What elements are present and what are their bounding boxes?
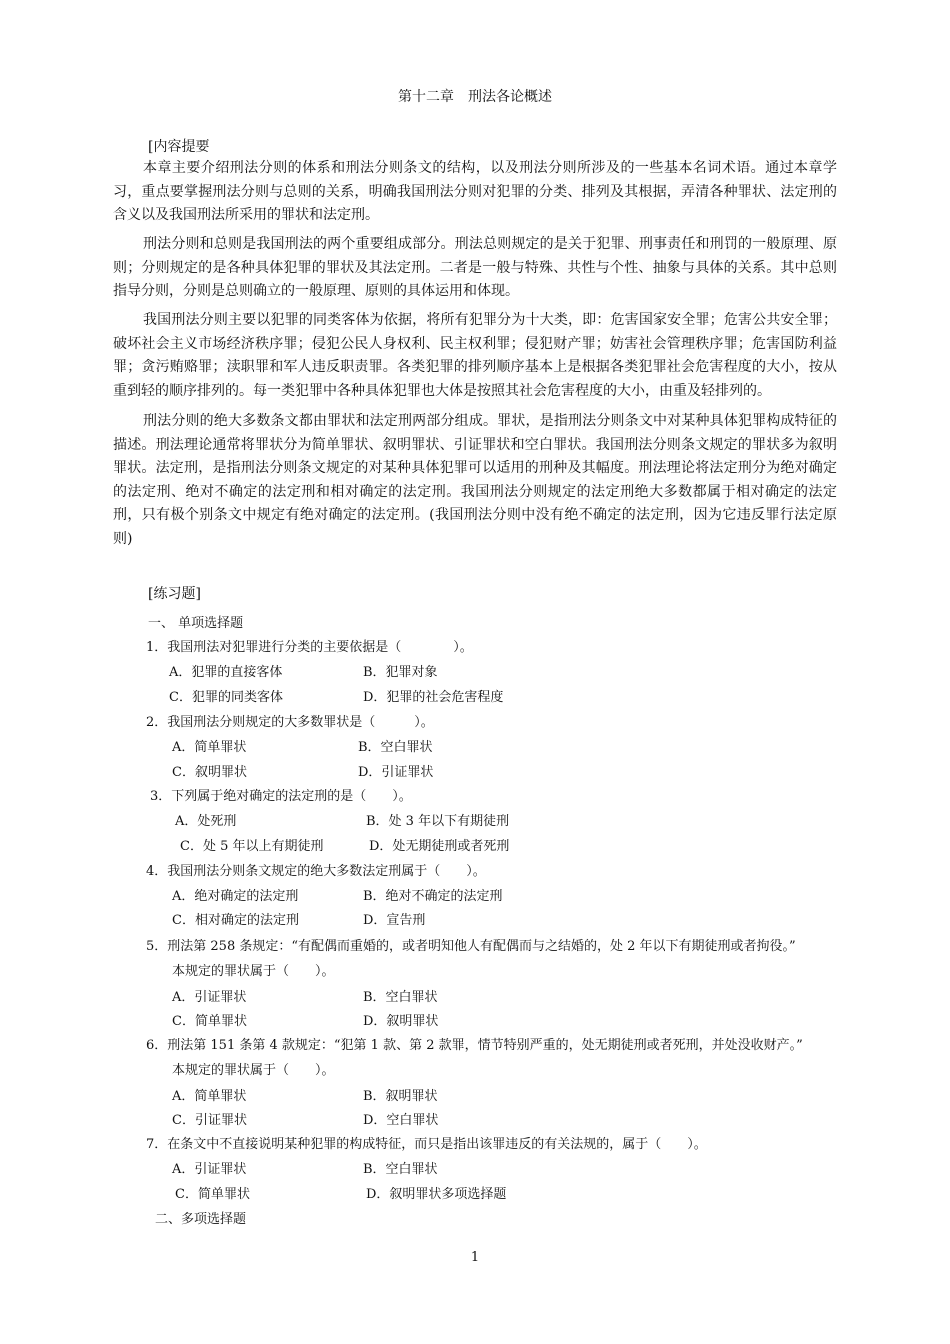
question-4: 4．我国刑法分则条文规定的绝大多数法定刑属于（ ）。 [146, 864, 486, 879]
q5-option-a: A．引证罪状 [172, 990, 247, 1005]
q2-option-c: C．叙明罪状 [172, 765, 247, 780]
q7-option-d: D．叙明罪状多项选择题 [366, 1187, 507, 1202]
q4-option-a: A．绝对确定的法定刑 [172, 889, 299, 904]
q5-option-d: D．叙明罪状 [363, 1014, 439, 1029]
q6-option-b: B．叙明罪状 [363, 1089, 438, 1104]
question-6: 6．刑法第 151 条第 4 款规定：“犯第 1 款、第 2 款罪，情节特别严重的，处无期徒刑或者死刑，并处没收财产。” [146, 1038, 803, 1053]
q5-option-c: C．简单罪状 [172, 1014, 247, 1029]
q2-option-a: A．简单罪状 [172, 740, 247, 755]
summary-paragraph-4: 刑法分则的绝大多数条文都由罪状和法定刑两部分组成。罪状，是指刑法分则条文中对某种具体犯罪构成特征的描述。刑法理论通常将罪状分为简单罪状、叙明罪状、引证罪状和空白罪状。我国刑法分则条文规定的罪状多为叙明罪状。法定刑，是指刑法分则条文规定的对某种具体犯罪可以适用的刑种及其幅度。刑法理论将法定刑分为绝对确定的法定刑、绝对不确定的法定刑和相对确定的法定刑。我国刑法分则规定的法定刑绝大多数都属于相对确定的法定刑，只有极个别条文中规定有绝对确定的法定刑。(我国刑法分则中没有绝不确定的法定刑，因为它违反罪行法定原则) [113, 413, 837, 547]
q3-option-d: D．处无期徒刑或者死刑 [369, 839, 510, 854]
question-3: 3．下列属于绝对确定的法定刑的是（ ）。 [150, 789, 412, 804]
q1-option-a: A．犯罪的直接客体 [169, 665, 283, 680]
q7-option-c: C．简单罪状 [175, 1187, 250, 1202]
question-5: 5．刑法第 258 条规定：“有配偶而重婚的，或者明知他人有配偶而与之结婚的，处 2 年以下有期徒刑或者拘役。” [146, 939, 796, 954]
q3-option-a: A．处死刑 [175, 814, 237, 829]
q6-option-c: C．引证罪状 [172, 1113, 247, 1128]
q7-option-a: A．引证罪状 [172, 1162, 247, 1177]
question-2: 2．我国刑法分则规定的大多数罪状是（ ）。 [146, 715, 434, 730]
summary-paragraph-3: 我国刑法分则主要以犯罪的同类客体为依据，将所有犯罪分为十大类，即：危害国家安全罪；危害公共安全罪；破坏社会主义市场经济秩序罪；侵犯公民人身权利、民主权利罪；侵犯财产罪；妨害社会管理秩序罪；危害国防利益罪；贪污贿赂罪；渎职罪和军人违反职责罪。各类犯罪的排列顺序基本上是根据各类犯罪社会危害程度的大小，按从重到轻的顺序排列的。每一类犯罪中各种具体犯罪也大体是按照其社会危害程度的大小，由重及轻排列的。 [113, 312, 837, 399]
q4-option-c: C．相对确定的法定刑 [172, 913, 299, 928]
q2-option-d: D．引证罪状 [358, 765, 434, 780]
q5-option-b: B．空白罪状 [363, 990, 438, 1005]
summary-paragraph-1: 本章主要介绍刑法分则的体系和刑法分则条文的结构，以及刑法分则所涉及的一些基本名词术语。通过本章学习，重点要掌握刑法分则与总则的关系，明确我国刑法分则对犯罪的分类、排列及其根据，弄清各种罪状、法定刑的含义以及我国刑法所采用的罪状和法定刑。 [113, 160, 837, 223]
summary-paragraph-2: 刑法分则和总则是我国刑法的两个重要组成部分。刑法总则规定的是关于犯罪、刑事责任和刑罚的一般原理、原则；分则规定的是各种具体犯罪的罪状及其法定刑。二者是一般与特殊、共性与个性、抽象与具体的关系。其中总则指导分则，分则是总则确立的一般原理、原则的具体运用和体现。 [113, 236, 837, 299]
q1-option-c: C．犯罪的同类客体 [169, 690, 283, 705]
q1-option-b: B．犯罪对象 [363, 665, 438, 680]
page-number: 1 [470, 1250, 480, 1265]
question-7: 7．在条文中不直接说明某种犯罪的构成特征，而只是指出该罪违反的有关法规的，属于（ ）。 [146, 1137, 707, 1152]
q3-option-c: C．处 5 年以上有期徒刑 [180, 839, 324, 854]
q4-option-d: D．宣告刑 [363, 913, 426, 928]
q1-option-d: D．犯罪的社会危害程度 [363, 690, 504, 705]
section-single-choice: 一、 单项选择题 [148, 616, 244, 631]
question-1: 1．我国刑法对犯罪进行分类的主要依据是（ ）。 [146, 640, 473, 655]
q4-option-b: B．绝对不确定的法定刑 [363, 889, 503, 904]
question-5-continuation: 本规定的罪状属于（ ）。 [172, 964, 335, 979]
q6-option-d: D．空白罪状 [363, 1113, 439, 1128]
q2-option-b: B．空白罪状 [358, 740, 433, 755]
q6-option-a: A．简单罪状 [172, 1089, 247, 1104]
exercises-label: [练习题] [148, 586, 201, 602]
question-6-continuation: 本规定的罪状属于（ ）。 [172, 1063, 335, 1078]
section-multiple-choice: 二、多项选择题 [155, 1212, 247, 1227]
q3-option-b: B．处 3 年以下有期徒刑 [366, 814, 510, 829]
q7-option-b: B．空白罪状 [363, 1162, 438, 1177]
chapter-title: 第十二章 刑法各论概述 [398, 89, 552, 105]
summary-label: [内容提要 [148, 139, 210, 155]
